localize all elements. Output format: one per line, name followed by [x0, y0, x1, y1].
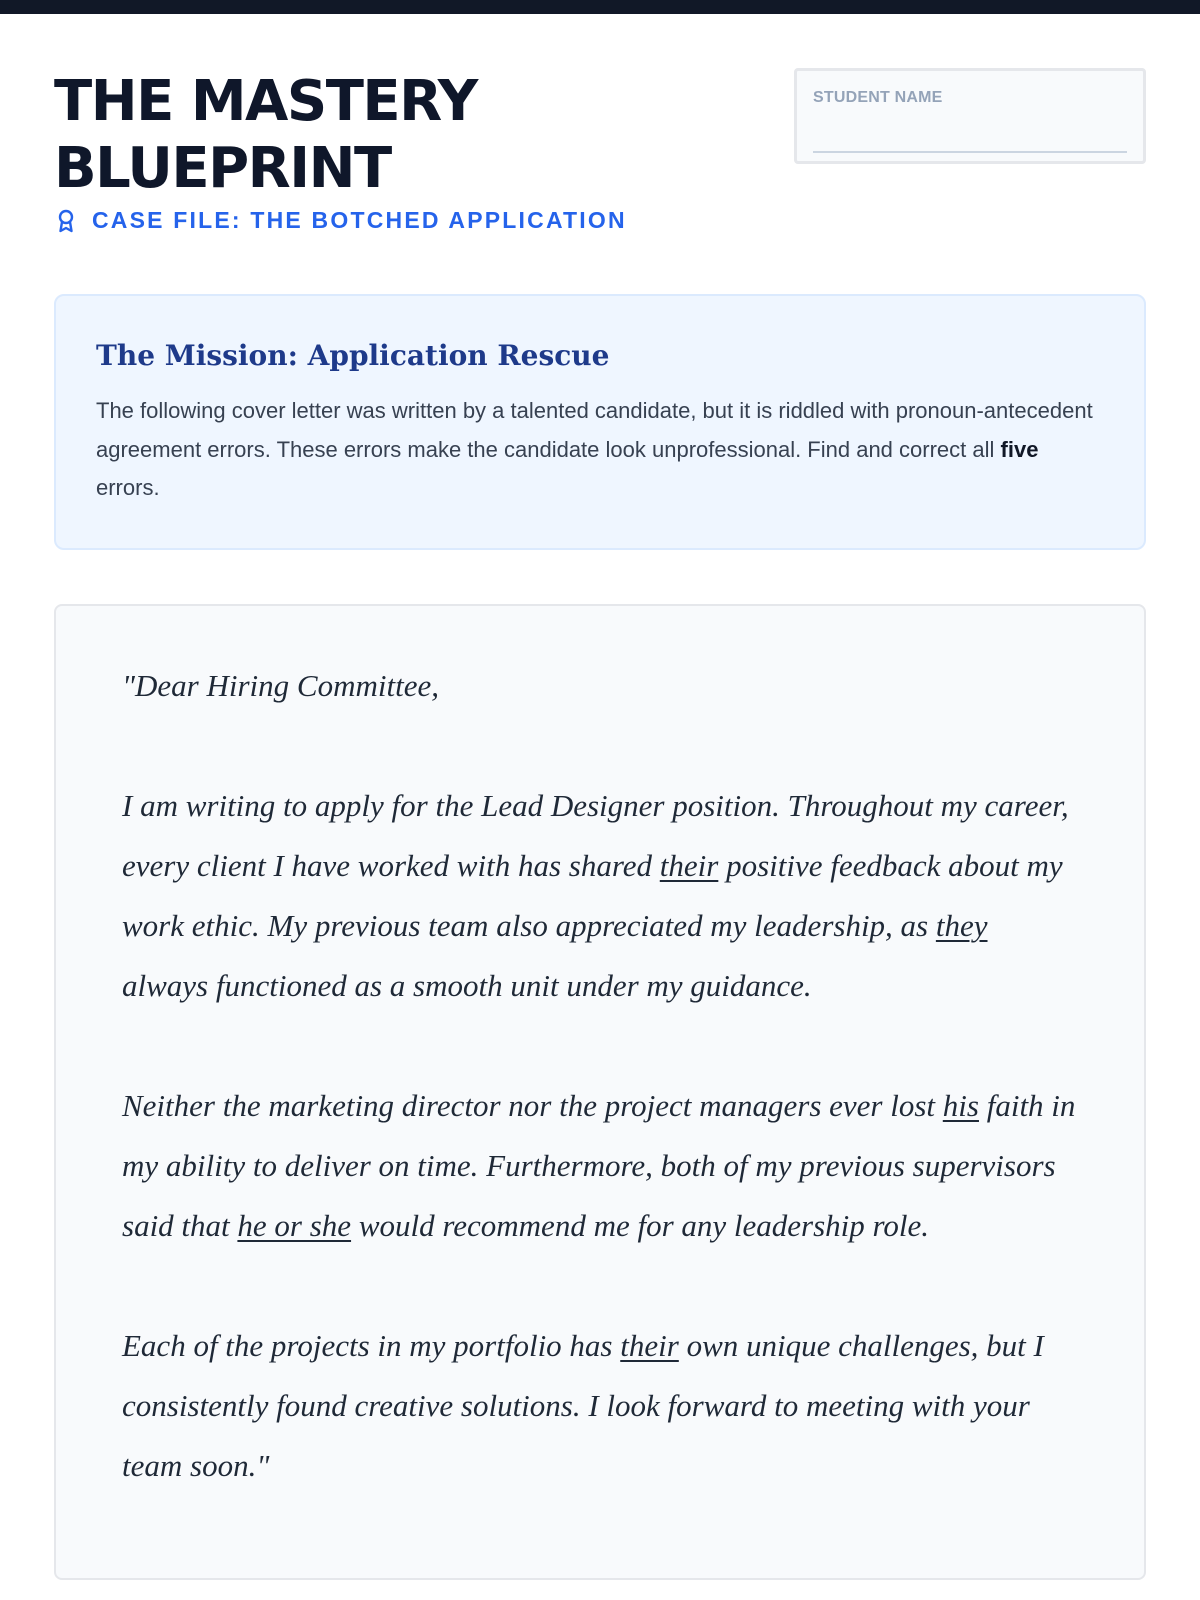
pronoun-error[interactable]: his [942, 1088, 979, 1123]
mission-panel [54, 294, 1146, 550]
pronoun-error[interactable]: their [620, 1328, 679, 1363]
mission-title: The Mission: Application Rescue [96, 339, 610, 372]
letter-text: own unique challenges, but I consistently found creative solutions. I look forward to meeting with your team soon." [122, 1328, 1044, 1483]
letter-text: I am writing to apply for the Lead Designer position. Throughout my career, every client I have worked with has shared [122, 788, 1069, 883]
letter-text: always functioned as a smooth unit under my guidance. [122, 968, 812, 1003]
mission-description [96, 392, 1104, 508]
mission-text-end: errors. [96, 475, 160, 500]
letter-text: Neither the marketing director nor the project managers ever lost [122, 1088, 943, 1123]
case-file-subtitle [54, 207, 627, 234]
award-ribbon-icon [54, 208, 78, 234]
letter-text: Each of the projects in my portfolio has [122, 1328, 621, 1363]
letter-text: would recommend me for any leadership role. [351, 1208, 930, 1243]
letter-text: positive feedback about my work ethic. My previous team also appreciated my leadership, as [122, 848, 1063, 943]
student-name-input[interactable] [813, 125, 1127, 153]
cover-letter [54, 604, 1146, 1580]
page-title-line-2: BLUEPRINT [54, 136, 391, 201]
pronoun-error[interactable]: their [659, 848, 719, 883]
letter-salutation: "Dear Hiring Committee, [122, 668, 439, 703]
student-name-label: STUDENT NAME [813, 89, 943, 106]
pronoun-error[interactable]: they [935, 908, 988, 943]
page-title-line-1: THE MASTERY [54, 69, 477, 134]
pronoun-error[interactable]: he or she [237, 1208, 352, 1243]
case-file-label: CASE FILE: THE BOTCHED APPLICATION [92, 207, 627, 233]
letter-paragraph-3 [122, 1316, 1078, 1496]
page-title [54, 68, 477, 202]
letter-paragraph-1 [122, 776, 1078, 1016]
top-bar [0, 0, 1200, 14]
student-name-box [794, 68, 1146, 164]
letter-text: faith in my ability to deliver on time. Furthermore, both of my previous supervisors said that [122, 1088, 1076, 1243]
letter-paragraph-2 [122, 1076, 1078, 1256]
mission-text-start: The following cover letter was written by a talented candidate, but it is riddled with pronoun-antecedent agreement errors. These errors make the candidate look unprofessional. Find and correct all [96, 398, 1093, 462]
mission-emphasis: five [1000, 436, 1039, 462]
